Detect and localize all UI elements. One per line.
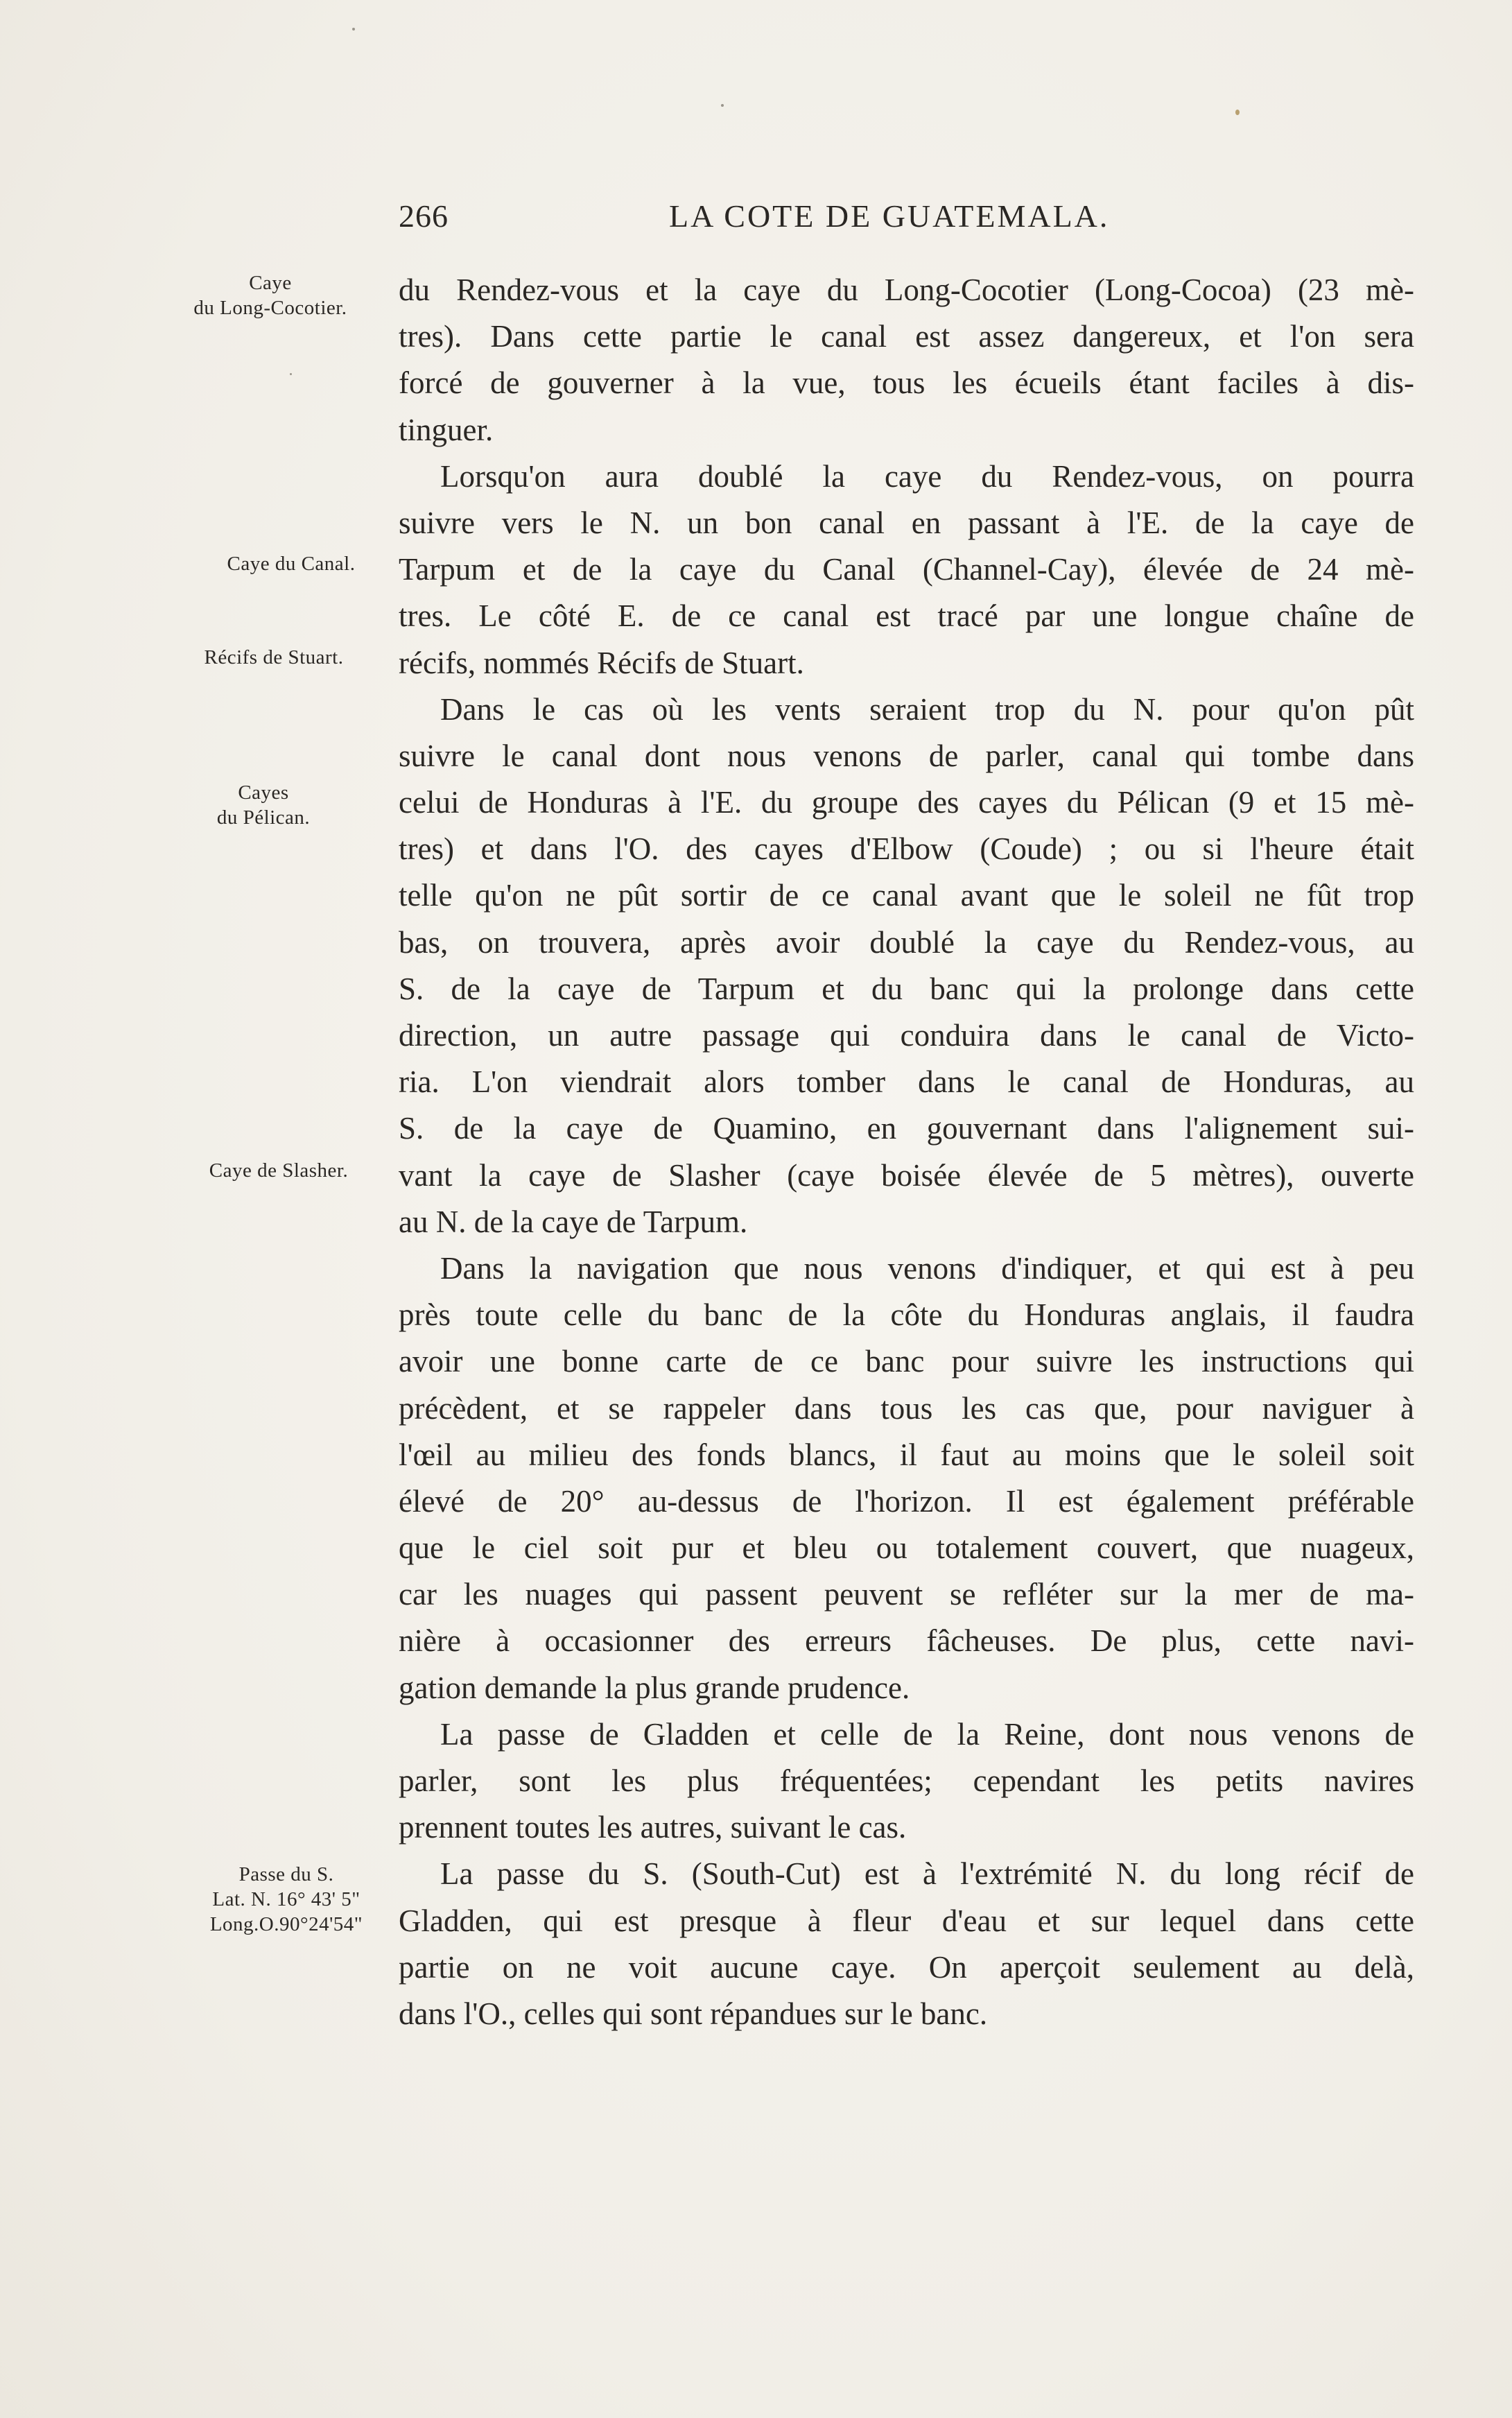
text-line: prennent toutes les autres, suivant le cas. xyxy=(399,1810,907,1845)
text-line: ria. L'on viendrait alors tomber dans le canal de Honduras, au xyxy=(399,1064,1414,1100)
margin-note-caye-long-cocotier: Caye du Long-Cocotier. xyxy=(193,272,347,319)
text-line: S. de la caye de Quamino, en gouvernant dans l'alignement sui- xyxy=(399,1111,1414,1146)
text-line: Gladden, qui est presque à fleur d'eau et sur lequel dans cette xyxy=(399,1903,1414,1938)
running-title: LA COTE DE GUATEMALA. xyxy=(669,198,1110,234)
margin-note-caye-du-canal: Caye du Canal. xyxy=(227,553,356,575)
margin-note-recifs-de-stuart: Récifs de Stuart. xyxy=(204,646,344,668)
text-line: La passe du S. (South-Cut) est à l'extrémité N. du long récif de xyxy=(440,1856,1414,1892)
text-line: suivre vers le N. un bon canal en passant à l'E. de la caye de xyxy=(399,505,1414,540)
text-line: direction, un autre passage qui conduira dans le canal de Victo- xyxy=(399,1018,1414,1053)
text-line: l'œil au milieu des fonds blancs, il faut au moins que le soleil soit xyxy=(399,1437,1414,1472)
text-line: Tarpum et de la caye du Canal (Channel-Cay), élevée de 24 mè- xyxy=(399,552,1414,587)
text-line: précèdent, et se rappeler dans tous les cas que, pour naviguer à xyxy=(399,1390,1414,1426)
text-line: nière à occasionner des erreurs fâcheuses. De plus, cette navi- xyxy=(399,1623,1414,1659)
text-line: élevé de 20° au-dessus de l'horizon. Il est également préférable xyxy=(399,1483,1414,1519)
text-line: tinguer. xyxy=(399,412,494,447)
text-line: S. de la caye de Tarpum et du banc qui la prolonge dans cette xyxy=(399,971,1414,1006)
text-line: près toute celle du banc de la côte du Honduras anglais, il faudra xyxy=(399,1297,1414,1333)
text-line: tres. Le côté E. de ce canal est tracé par une longue chaîne de xyxy=(399,598,1414,634)
text-line: au N. de la caye de Tarpum. xyxy=(399,1204,748,1239)
page-number: 266 xyxy=(399,198,449,234)
paper-speck xyxy=(721,104,724,107)
text-line: bas, on trouvera, après avoir doublé la caye du Rendez-vous, au xyxy=(399,924,1414,960)
text-line: dans l'O., celles qui sont répandues sur le banc. xyxy=(399,1996,988,2031)
text-line: que le ciel soit pur et bleu ou totalement couvert, que nuageux, xyxy=(399,1530,1414,1566)
text-line: tres) et dans l'O. des cayes d'Elbow (Coude) ; ou si l'heure était xyxy=(399,831,1414,867)
text-line: partie on ne voit aucune caye. On aperçoit seulement au delà, xyxy=(399,1949,1414,1985)
text-line: Dans le cas où les vents seraient trop du N. pour qu'on pût xyxy=(440,691,1414,727)
text-line: du Rendez-vous et la caye du Long-Cocotier (Long-Cocoa) (23 mè- xyxy=(399,273,1414,307)
text-line: avoir une bonne carte de ce banc pour suivre les instructions qui xyxy=(399,1344,1414,1379)
paper-speck xyxy=(352,28,355,31)
text-line: Dans la navigation que nous venons d'indiquer, et qui est à peu xyxy=(440,1250,1414,1286)
text-line: car les nuages qui passent peuvent se refléter sur la mer de ma- xyxy=(399,1577,1414,1612)
text-line: Lorsqu'on aura doublé la caye du Rendez-vous, on pourra xyxy=(440,458,1414,494)
margin-note-caye-de-slasher: Caye de Slasher. xyxy=(209,1159,349,1182)
page-header xyxy=(399,198,1414,246)
paper-speck xyxy=(290,373,292,375)
body-text xyxy=(399,267,1414,2037)
text-line: tres). Dans cette partie le canal est assez dangereux, et l'on sera xyxy=(399,319,1414,354)
text-line: suivre le canal dont nous venons de parler, canal qui tombe dans xyxy=(399,738,1414,773)
text-line: celui de Honduras à l'E. du groupe des cayes du Pélican (9 et 15 mè- xyxy=(399,785,1414,820)
text-line: gation demande la plus grande prudence. xyxy=(399,1670,910,1705)
margin-note-passe-du-s: Passe du S. Lat. N. 16° 43' 5" Long.O.90°24'54" xyxy=(209,1863,363,1935)
text-line: parler, sont les plus fréquentées; cependant les petits navires xyxy=(399,1763,1414,1798)
text-line: forcé de gouverner à la vue, tous les écueils étant faciles à dis- xyxy=(399,365,1414,401)
text-line: La passe de Gladden et celle de la Reine, dont nous venons de xyxy=(440,1716,1414,1752)
paper-speck xyxy=(1235,110,1240,115)
text-line: récifs, nommés Récifs de Stuart. xyxy=(399,645,804,680)
text-line: vant la caye de Slasher (caye boisée élevée de 5 mètres), ouverte xyxy=(399,1157,1414,1193)
text-line: telle qu'on ne pût sortir de ce canal avant que le soleil ne fût trop xyxy=(399,878,1414,913)
margin-note-cayes-du-pelican: Cayes du Pélican. xyxy=(216,781,311,829)
